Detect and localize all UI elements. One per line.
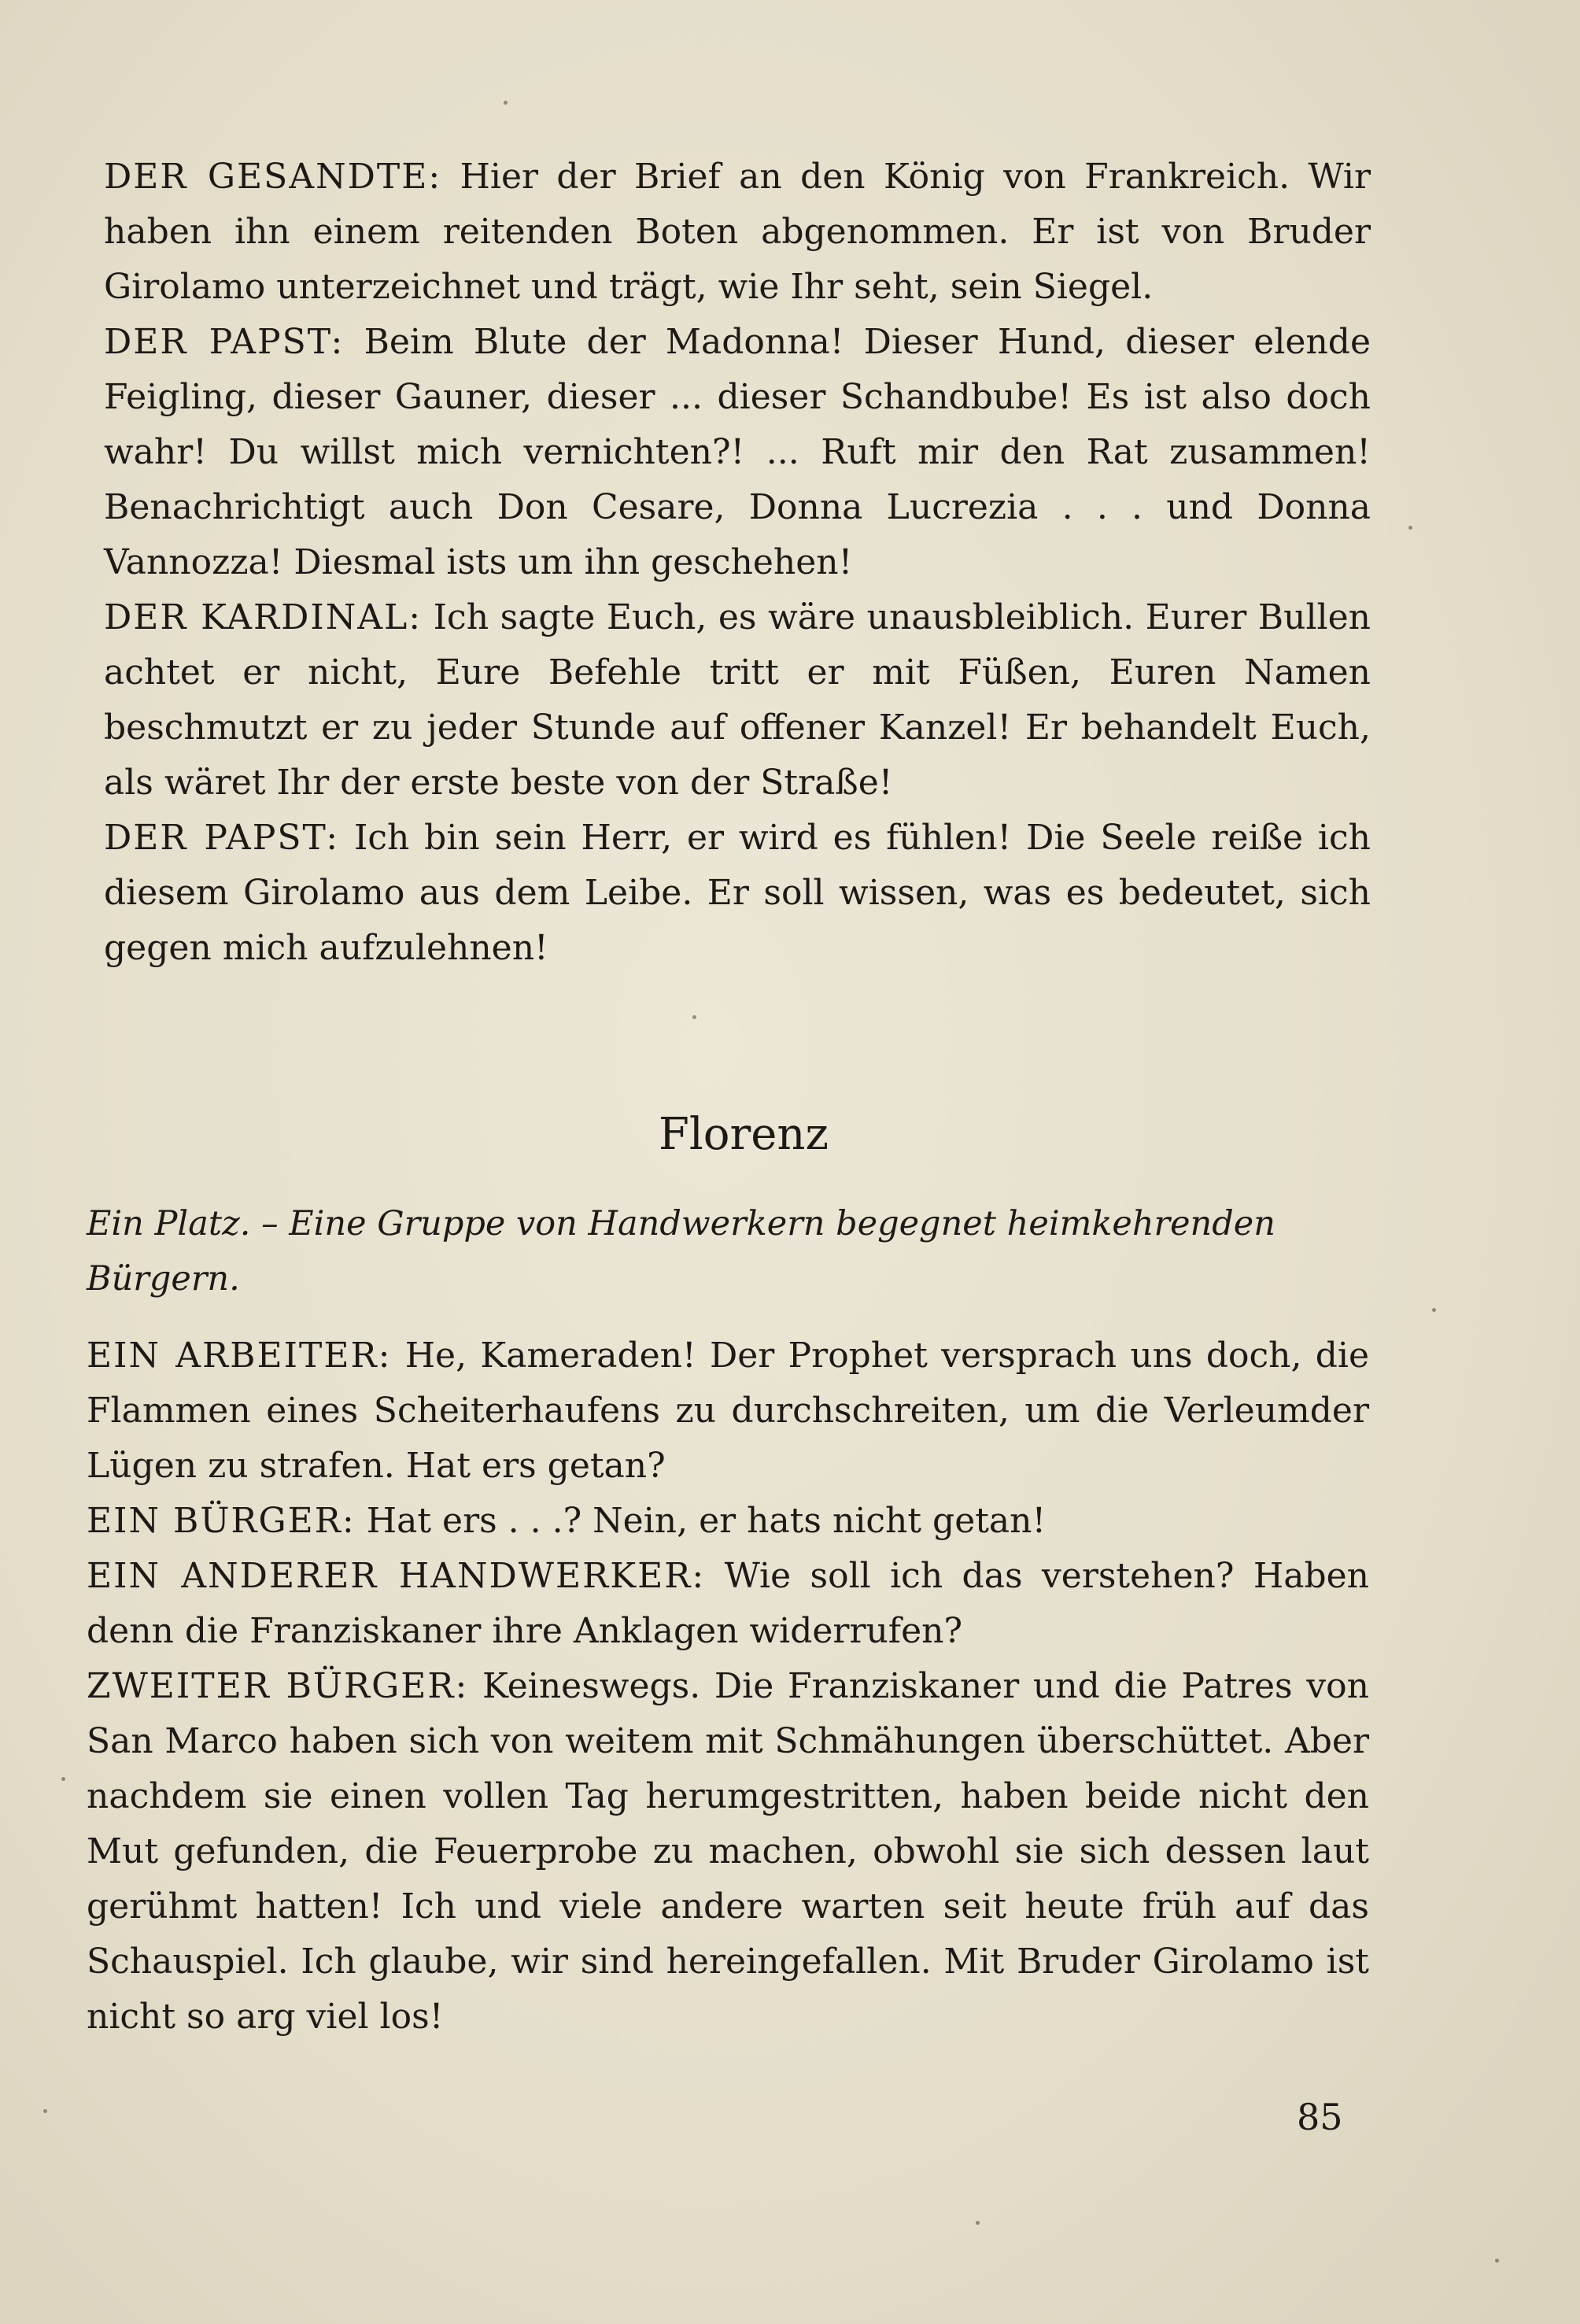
dialogue-text: Ich sagte Euch, es wäre unausbleiblich. Eurer Bullen achtet er nicht, Eure Befehle tritt er mit Füßen, Euren Namen beschmutzt er zu jeder Stunde auf offener Kanzel! Er behandelt Euch, als wäret Ihr der erste beste von der Straße! <box>104 597 1371 803</box>
speaker-name: DER GESANDTE: <box>104 157 442 197</box>
speaker-name: DER PAPST: <box>104 322 345 362</box>
paper-speck <box>1432 1308 1436 1312</box>
dialogue-paragraph <box>87 1328 1369 1494</box>
speaker-name: DER KARDINAL: <box>104 597 423 637</box>
paper-speck <box>504 101 508 105</box>
dialogue-paragraph <box>87 1549 1369 1659</box>
paper-speck <box>692 1015 696 1019</box>
speaker-name: DER PAPST: <box>104 818 340 858</box>
speaker-name: EIN BÜRGER: <box>87 1501 356 1541</box>
dialogue-text: Beim Blute der Madonna! Dieser Hund, dieser elende Feigling, dieser Gauner, dieser ... dieser Schandbube! Es ist also doch wahr! Du willst mich vernichten?! ... Ruft mir den Rat zusammen! Benachrichtigt auch Don Cesare, Donna Lucrezia . . . und Donna Vannozza! Diesmal ists um ihn geschehen! <box>104 322 1371 582</box>
dialogue-text: Ich bin sein Herr, er wird es fühlen! Die Seele reiße ich diesem Girolamo aus dem Leibe. Er soll wissen, was es bedeutet, sich gegen mich aufzulehnen! <box>104 818 1371 968</box>
dialogue-paragraph <box>104 811 1371 976</box>
paper-speck <box>43 2109 47 2113</box>
scene-heading: Florenz <box>659 1109 829 1160</box>
dialogue-text: He, Kameraden! Der Prophet versprach uns doch, die Flammen eines Scheiterhaufens zu durchschreiten, um die Verleumder Lügen zu strafen. Hat ers getan? <box>87 1336 1369 1486</box>
scene-one-dialogue <box>104 150 1371 976</box>
dialogue-text: Wie soll ich das verstehen? Haben denn die Franziskaner ihre Anklagen widerrufen? <box>87 1556 1369 1651</box>
speaker-name: EIN ANDERER HANDWERKER: <box>87 1556 706 1596</box>
speaker-name: EIN ARBEITER: <box>87 1336 392 1376</box>
paper-speck <box>1495 2259 1499 2263</box>
dialogue-paragraph <box>104 150 1371 315</box>
dialogue-paragraph <box>87 1659 1369 2045</box>
paper-speck <box>61 1777 65 1781</box>
page-number: 85 <box>1297 2096 1343 2138</box>
dialogue-text: Hat ers . . .? Nein, er hats nicht getan! <box>366 1501 1047 1541</box>
dialogue-paragraph <box>87 1494 1369 1549</box>
stage-direction: Ein Platz. – Eine Gruppe von Handwerkern begegnet heimkehrenden Bürgern. <box>87 1204 1275 1299</box>
scene-two-dialogue <box>87 1328 1369 2045</box>
paper-speck <box>976 2221 980 2225</box>
dialogue-paragraph <box>104 315 1371 590</box>
paper-speck <box>1408 526 1412 530</box>
speaker-name: ZWEITER BÜRGER: <box>87 1666 469 1706</box>
dialogue-text: Hier der Brief an den König von Frankreich. Wir haben ihn einem reitenden Boten abgenommen. Er ist von Bruder Girolamo unterzeichnet und trägt, wie Ihr seht, sein Siegel. <box>104 157 1371 307</box>
dialogue-text: Keineswegs. Die Franziskaner und die Patres von San Marco haben sich von weitem mit Schmähungen überschüttet. Aber nachdem sie einen vollen Tag herumgestritten, haben beide nicht den Mut gefunden, die Feuerprobe zu machen, obwohl sie sich dessen laut gerühmt hatten! Ich und viele andere warten seit heute früh auf das Schauspiel. Ich glaube, wir sind hereingefallen. Mit Bruder Girolamo ist nicht so arg viel los! <box>87 1666 1369 2037</box>
dialogue-paragraph <box>104 590 1371 811</box>
